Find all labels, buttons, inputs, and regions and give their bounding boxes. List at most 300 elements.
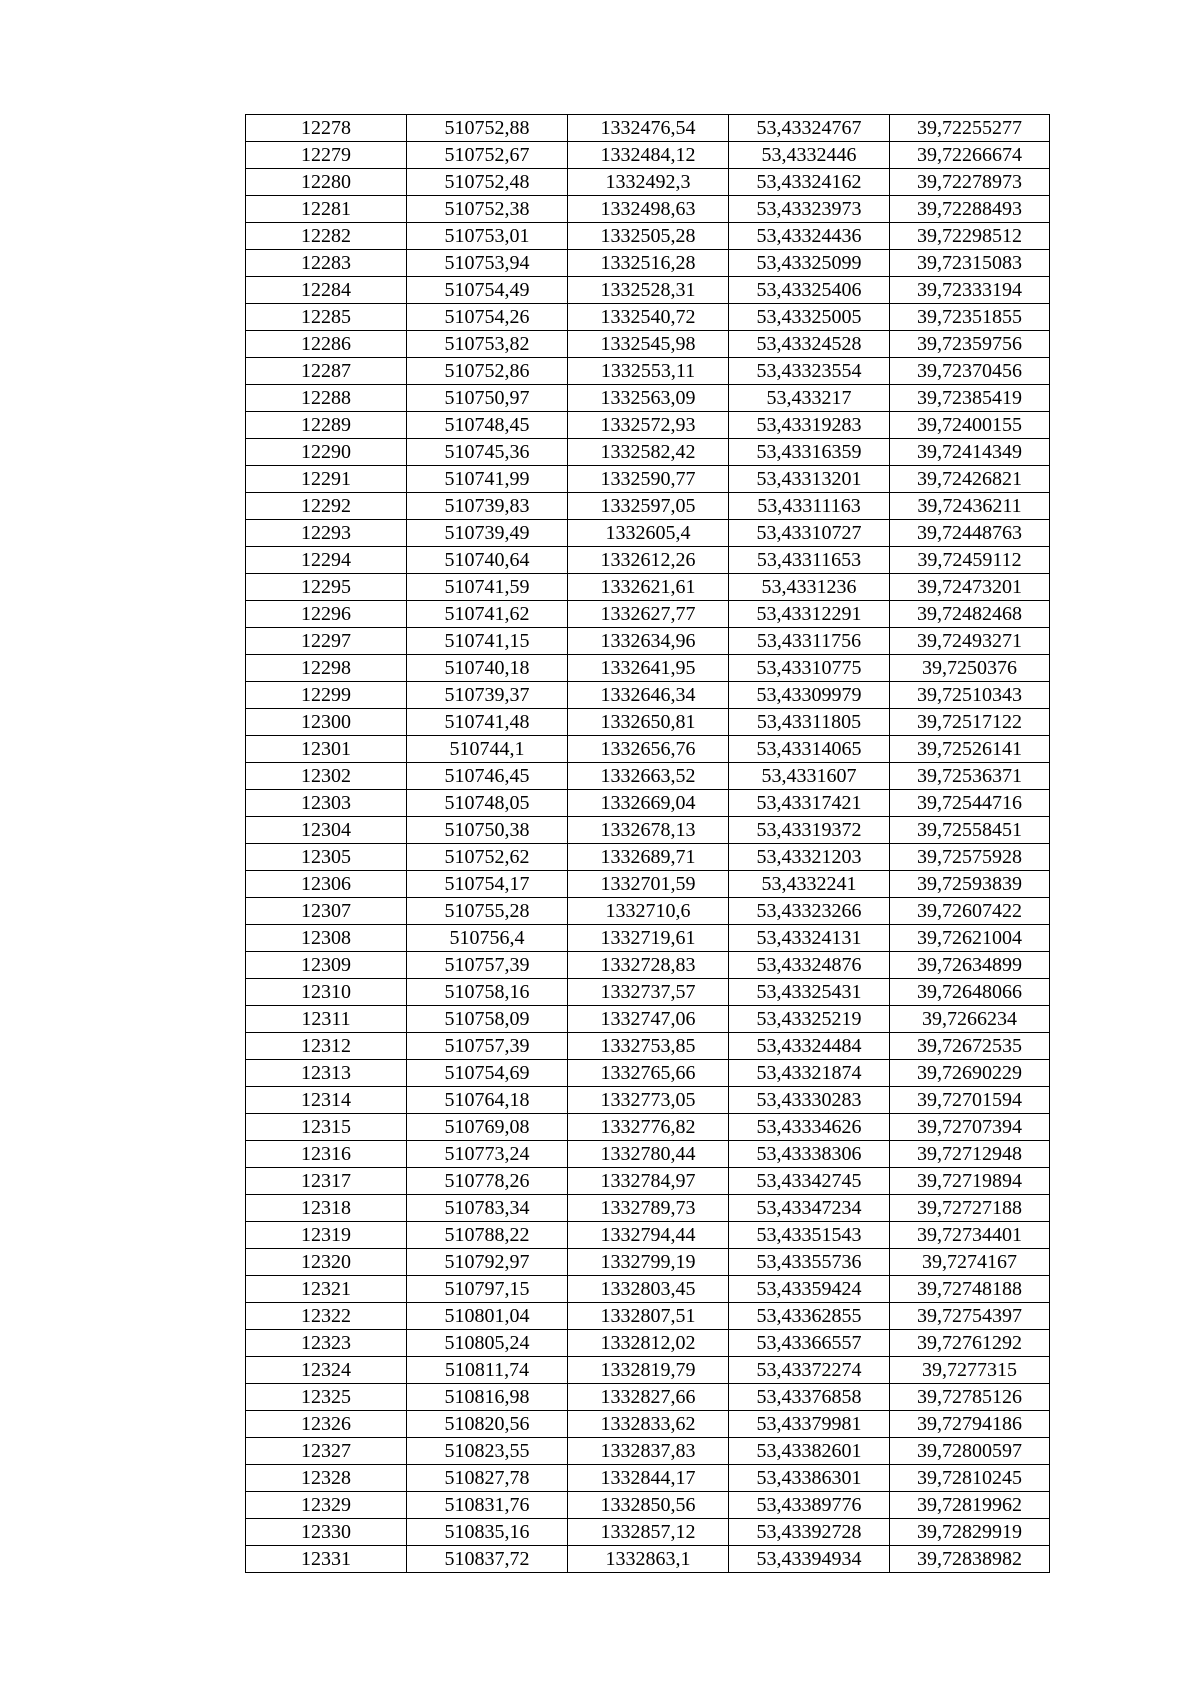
y-coordinate-cell: 1332747,06 [568, 1006, 729, 1033]
table-row [246, 1357, 1050, 1384]
longitude-cell: 39,72607422 [890, 898, 1050, 925]
x-coordinate-cell: 510752,86 [407, 358, 568, 385]
longitude-cell: 39,7266234 [890, 1006, 1050, 1033]
longitude-cell: 39,72255277 [890, 115, 1050, 142]
longitude-cell: 39,72459112 [890, 547, 1050, 574]
y-coordinate-cell: 1332484,12 [568, 142, 729, 169]
point-number-cell: 12279 [246, 142, 407, 169]
x-coordinate-cell: 510757,39 [407, 1033, 568, 1060]
y-coordinate-cell: 1332789,73 [568, 1195, 729, 1222]
longitude-cell: 39,7277315 [890, 1357, 1050, 1384]
y-coordinate-cell: 1332737,57 [568, 979, 729, 1006]
x-coordinate-cell: 510740,64 [407, 547, 568, 574]
x-coordinate-cell: 510753,94 [407, 250, 568, 277]
table-row [246, 655, 1050, 682]
latitude-cell: 53,43347234 [729, 1195, 890, 1222]
longitude-cell: 39,72785126 [890, 1384, 1050, 1411]
longitude-cell: 39,72707394 [890, 1114, 1050, 1141]
x-coordinate-cell: 510741,48 [407, 709, 568, 736]
longitude-cell: 39,72719894 [890, 1168, 1050, 1195]
latitude-cell: 53,43311756 [729, 628, 890, 655]
latitude-cell: 53,43312291 [729, 601, 890, 628]
longitude-cell: 39,72672535 [890, 1033, 1050, 1060]
point-number-cell: 12330 [246, 1519, 407, 1546]
point-number-cell: 12285 [246, 304, 407, 331]
longitude-cell: 39,72493271 [890, 628, 1050, 655]
x-coordinate-cell: 510823,55 [407, 1438, 568, 1465]
x-coordinate-cell: 510769,08 [407, 1114, 568, 1141]
x-coordinate-cell: 510746,45 [407, 763, 568, 790]
y-coordinate-cell: 1332719,61 [568, 925, 729, 952]
point-number-cell: 12300 [246, 709, 407, 736]
longitude-cell: 39,72712948 [890, 1141, 1050, 1168]
longitude-cell: 39,72838982 [890, 1546, 1050, 1573]
latitude-cell: 53,4332446 [729, 142, 890, 169]
table-row [246, 952, 1050, 979]
point-number-cell: 12280 [246, 169, 407, 196]
y-coordinate-cell: 1332590,77 [568, 466, 729, 493]
point-number-cell: 12324 [246, 1357, 407, 1384]
y-coordinate-cell: 1332827,66 [568, 1384, 729, 1411]
x-coordinate-cell: 510752,48 [407, 169, 568, 196]
x-coordinate-cell: 510744,1 [407, 736, 568, 763]
latitude-cell: 53,43338306 [729, 1141, 890, 1168]
table-row [246, 412, 1050, 439]
latitude-cell: 53,43359424 [729, 1276, 890, 1303]
x-coordinate-cell: 510754,26 [407, 304, 568, 331]
point-number-cell: 12289 [246, 412, 407, 439]
longitude-cell: 39,72754397 [890, 1303, 1050, 1330]
y-coordinate-cell: 1332710,6 [568, 898, 729, 925]
x-coordinate-cell: 510739,49 [407, 520, 568, 547]
table-row [246, 979, 1050, 1006]
longitude-cell: 39,72648066 [890, 979, 1050, 1006]
longitude-cell: 39,72794186 [890, 1411, 1050, 1438]
table-row [246, 1330, 1050, 1357]
longitude-cell: 39,72748188 [890, 1276, 1050, 1303]
longitude-cell: 39,72510343 [890, 682, 1050, 709]
latitude-cell: 53,43379981 [729, 1411, 890, 1438]
latitude-cell: 53,43324528 [729, 331, 890, 358]
point-number-cell: 12286 [246, 331, 407, 358]
y-coordinate-cell: 1332498,63 [568, 196, 729, 223]
x-coordinate-cell: 510757,39 [407, 952, 568, 979]
table-row [246, 1492, 1050, 1519]
point-number-cell: 12290 [246, 439, 407, 466]
point-number-cell: 12297 [246, 628, 407, 655]
point-number-cell: 12323 [246, 1330, 407, 1357]
point-number-cell: 12305 [246, 844, 407, 871]
latitude-cell: 53,433217 [729, 385, 890, 412]
x-coordinate-cell: 510756,4 [407, 925, 568, 952]
y-coordinate-cell: 1332572,93 [568, 412, 729, 439]
longitude-cell: 39,72690229 [890, 1060, 1050, 1087]
latitude-cell: 53,43313201 [729, 466, 890, 493]
longitude-cell: 39,72761292 [890, 1330, 1050, 1357]
y-coordinate-cell: 1332563,09 [568, 385, 729, 412]
table-row [246, 709, 1050, 736]
x-coordinate-cell: 510773,24 [407, 1141, 568, 1168]
longitude-cell: 39,72819962 [890, 1492, 1050, 1519]
y-coordinate-cell: 1332641,95 [568, 655, 729, 682]
x-coordinate-cell: 510750,97 [407, 385, 568, 412]
latitude-cell: 53,43392728 [729, 1519, 890, 1546]
longitude-cell: 39,72315083 [890, 250, 1050, 277]
table-row [246, 790, 1050, 817]
table-row [246, 736, 1050, 763]
point-number-cell: 12322 [246, 1303, 407, 1330]
latitude-cell: 53,43376858 [729, 1384, 890, 1411]
latitude-cell: 53,43366557 [729, 1330, 890, 1357]
x-coordinate-cell: 510754,49 [407, 277, 568, 304]
table-row [246, 169, 1050, 196]
longitude-cell: 39,72800597 [890, 1438, 1050, 1465]
y-coordinate-cell: 1332634,96 [568, 628, 729, 655]
x-coordinate-cell: 510741,59 [407, 574, 568, 601]
y-coordinate-cell: 1332656,76 [568, 736, 729, 763]
y-coordinate-cell: 1332819,79 [568, 1357, 729, 1384]
x-coordinate-cell: 510753,82 [407, 331, 568, 358]
table-row [246, 1033, 1050, 1060]
table-row [246, 331, 1050, 358]
y-coordinate-cell: 1332857,12 [568, 1519, 729, 1546]
y-coordinate-cell: 1332837,83 [568, 1438, 729, 1465]
table-row [246, 1438, 1050, 1465]
table-row [246, 196, 1050, 223]
latitude-cell: 53,43314065 [729, 736, 890, 763]
longitude-cell: 39,72575928 [890, 844, 1050, 871]
table-row [246, 547, 1050, 574]
table-row [246, 1141, 1050, 1168]
y-coordinate-cell: 1332627,77 [568, 601, 729, 628]
longitude-cell: 39,72351855 [890, 304, 1050, 331]
y-coordinate-cell: 1332776,82 [568, 1114, 729, 1141]
y-coordinate-cell: 1332582,42 [568, 439, 729, 466]
point-number-cell: 12310 [246, 979, 407, 1006]
coordinates-table-body [246, 115, 1050, 1573]
x-coordinate-cell: 510752,38 [407, 196, 568, 223]
table-row [246, 1519, 1050, 1546]
longitude-cell: 39,7250376 [890, 655, 1050, 682]
latitude-cell: 53,43310775 [729, 655, 890, 682]
longitude-cell: 39,7274167 [890, 1249, 1050, 1276]
y-coordinate-cell: 1332650,81 [568, 709, 729, 736]
longitude-cell: 39,72298512 [890, 223, 1050, 250]
y-coordinate-cell: 1332646,34 [568, 682, 729, 709]
latitude-cell: 53,43321203 [729, 844, 890, 871]
y-coordinate-cell: 1332597,05 [568, 493, 729, 520]
latitude-cell: 53,43319372 [729, 817, 890, 844]
point-number-cell: 12325 [246, 1384, 407, 1411]
x-coordinate-cell: 510755,28 [407, 898, 568, 925]
y-coordinate-cell: 1332728,83 [568, 952, 729, 979]
x-coordinate-cell: 510758,09 [407, 1006, 568, 1033]
latitude-cell: 53,43334626 [729, 1114, 890, 1141]
x-coordinate-cell: 510739,83 [407, 493, 568, 520]
y-coordinate-cell: 1332528,31 [568, 277, 729, 304]
x-coordinate-cell: 510752,88 [407, 115, 568, 142]
y-coordinate-cell: 1332516,28 [568, 250, 729, 277]
point-number-cell: 12301 [246, 736, 407, 763]
point-number-cell: 12313 [246, 1060, 407, 1087]
x-coordinate-cell: 510816,98 [407, 1384, 568, 1411]
longitude-cell: 39,72810245 [890, 1465, 1050, 1492]
point-number-cell: 12303 [246, 790, 407, 817]
x-coordinate-cell: 510831,76 [407, 1492, 568, 1519]
latitude-cell: 53,43325005 [729, 304, 890, 331]
y-coordinate-cell: 1332678,13 [568, 817, 729, 844]
x-coordinate-cell: 510754,17 [407, 871, 568, 898]
longitude-cell: 39,72621004 [890, 925, 1050, 952]
point-number-cell: 12308 [246, 925, 407, 952]
point-number-cell: 12294 [246, 547, 407, 574]
table-row [246, 601, 1050, 628]
x-coordinate-cell: 510752,62 [407, 844, 568, 871]
latitude-cell: 53,43351543 [729, 1222, 890, 1249]
point-number-cell: 12298 [246, 655, 407, 682]
latitude-cell: 53,43355736 [729, 1249, 890, 1276]
point-number-cell: 12295 [246, 574, 407, 601]
y-coordinate-cell: 1332476,54 [568, 115, 729, 142]
y-coordinate-cell: 1332701,59 [568, 871, 729, 898]
point-number-cell: 12320 [246, 1249, 407, 1276]
point-number-cell: 12281 [246, 196, 407, 223]
longitude-cell: 39,72400155 [890, 412, 1050, 439]
point-number-cell: 12312 [246, 1033, 407, 1060]
x-coordinate-cell: 510748,05 [407, 790, 568, 817]
y-coordinate-cell: 1332505,28 [568, 223, 729, 250]
y-coordinate-cell: 1332844,17 [568, 1465, 729, 1492]
latitude-cell: 53,43325219 [729, 1006, 890, 1033]
x-coordinate-cell: 510797,15 [407, 1276, 568, 1303]
latitude-cell: 53,43362855 [729, 1303, 890, 1330]
latitude-cell: 53,43323266 [729, 898, 890, 925]
point-number-cell: 12326 [246, 1411, 407, 1438]
y-coordinate-cell: 1332799,19 [568, 1249, 729, 1276]
latitude-cell: 53,43323973 [729, 196, 890, 223]
latitude-cell: 53,43311653 [729, 547, 890, 574]
table-row [246, 115, 1050, 142]
point-number-cell: 12315 [246, 1114, 407, 1141]
x-coordinate-cell: 510741,99 [407, 466, 568, 493]
x-coordinate-cell: 510783,34 [407, 1195, 568, 1222]
longitude-cell: 39,72701594 [890, 1087, 1050, 1114]
table-row [246, 304, 1050, 331]
x-coordinate-cell: 510752,67 [407, 142, 568, 169]
latitude-cell: 53,43342745 [729, 1168, 890, 1195]
x-coordinate-cell: 510764,18 [407, 1087, 568, 1114]
latitude-cell: 53,43311805 [729, 709, 890, 736]
table-row [246, 628, 1050, 655]
table-row [246, 277, 1050, 304]
point-number-cell: 12302 [246, 763, 407, 790]
table-row [246, 844, 1050, 871]
x-coordinate-cell: 510827,78 [407, 1465, 568, 1492]
x-coordinate-cell: 510753,01 [407, 223, 568, 250]
latitude-cell: 53,43324162 [729, 169, 890, 196]
y-coordinate-cell: 1332794,44 [568, 1222, 729, 1249]
y-coordinate-cell: 1332807,51 [568, 1303, 729, 1330]
point-number-cell: 12318 [246, 1195, 407, 1222]
table-row [246, 1087, 1050, 1114]
x-coordinate-cell: 510750,38 [407, 817, 568, 844]
latitude-cell: 53,4332241 [729, 871, 890, 898]
y-coordinate-cell: 1332492,3 [568, 169, 729, 196]
y-coordinate-cell: 1332540,72 [568, 304, 729, 331]
table-row [246, 1465, 1050, 1492]
latitude-cell: 53,43324767 [729, 115, 890, 142]
y-coordinate-cell: 1332812,02 [568, 1330, 729, 1357]
x-coordinate-cell: 510820,56 [407, 1411, 568, 1438]
latitude-cell: 53,43310727 [729, 520, 890, 547]
longitude-cell: 39,72473201 [890, 574, 1050, 601]
table-row [246, 1249, 1050, 1276]
y-coordinate-cell: 1332545,98 [568, 331, 729, 358]
table-row [246, 520, 1050, 547]
point-number-cell: 12307 [246, 898, 407, 925]
y-coordinate-cell: 1332612,26 [568, 547, 729, 574]
point-number-cell: 12309 [246, 952, 407, 979]
point-number-cell: 12319 [246, 1222, 407, 1249]
longitude-cell: 39,72278973 [890, 169, 1050, 196]
x-coordinate-cell: 510805,24 [407, 1330, 568, 1357]
longitude-cell: 39,72266674 [890, 142, 1050, 169]
y-coordinate-cell: 1332833,62 [568, 1411, 729, 1438]
table-row [246, 1006, 1050, 1033]
y-coordinate-cell: 1332553,11 [568, 358, 729, 385]
longitude-cell: 39,72333194 [890, 277, 1050, 304]
point-number-cell: 12299 [246, 682, 407, 709]
x-coordinate-cell: 510801,04 [407, 1303, 568, 1330]
x-coordinate-cell: 510792,97 [407, 1249, 568, 1276]
point-number-cell: 12282 [246, 223, 407, 250]
table-row [246, 871, 1050, 898]
table-row [246, 1114, 1050, 1141]
x-coordinate-cell: 510788,22 [407, 1222, 568, 1249]
y-coordinate-cell: 1332663,52 [568, 763, 729, 790]
y-coordinate-cell: 1332784,97 [568, 1168, 729, 1195]
latitude-cell: 53,43330283 [729, 1087, 890, 1114]
point-number-cell: 12316 [246, 1141, 407, 1168]
latitude-cell: 53,43394934 [729, 1546, 890, 1573]
table-row [246, 385, 1050, 412]
latitude-cell: 53,43323554 [729, 358, 890, 385]
latitude-cell: 53,4331236 [729, 574, 890, 601]
latitude-cell: 53,43324876 [729, 952, 890, 979]
longitude-cell: 39,72634899 [890, 952, 1050, 979]
longitude-cell: 39,72426821 [890, 466, 1050, 493]
longitude-cell: 39,72385419 [890, 385, 1050, 412]
longitude-cell: 39,72359756 [890, 331, 1050, 358]
latitude-cell: 53,43324131 [729, 925, 890, 952]
table-row [246, 250, 1050, 277]
longitude-cell: 39,72544716 [890, 790, 1050, 817]
point-number-cell: 12321 [246, 1276, 407, 1303]
x-coordinate-cell: 510835,16 [407, 1519, 568, 1546]
x-coordinate-cell: 510745,36 [407, 439, 568, 466]
longitude-cell: 39,72593839 [890, 871, 1050, 898]
x-coordinate-cell: 510740,18 [407, 655, 568, 682]
table-row [246, 1546, 1050, 1573]
longitude-cell: 39,72734401 [890, 1222, 1050, 1249]
latitude-cell: 53,43325099 [729, 250, 890, 277]
y-coordinate-cell: 1332753,85 [568, 1033, 729, 1060]
table-row [246, 1384, 1050, 1411]
latitude-cell: 53,43316359 [729, 439, 890, 466]
x-coordinate-cell: 510811,74 [407, 1357, 568, 1384]
point-number-cell: 12328 [246, 1465, 407, 1492]
point-number-cell: 12283 [246, 250, 407, 277]
point-number-cell: 12293 [246, 520, 407, 547]
point-number-cell: 12311 [246, 1006, 407, 1033]
point-number-cell: 12304 [246, 817, 407, 844]
table-row [246, 439, 1050, 466]
point-number-cell: 12329 [246, 1492, 407, 1519]
table-row [246, 763, 1050, 790]
x-coordinate-cell: 510837,72 [407, 1546, 568, 1573]
table-row [246, 1276, 1050, 1303]
longitude-cell: 39,72517122 [890, 709, 1050, 736]
latitude-cell: 53,43324484 [729, 1033, 890, 1060]
y-coordinate-cell: 1332621,61 [568, 574, 729, 601]
table-row [246, 142, 1050, 169]
longitude-cell: 39,72414349 [890, 439, 1050, 466]
latitude-cell: 53,43382601 [729, 1438, 890, 1465]
table-row [246, 1411, 1050, 1438]
longitude-cell: 39,72448763 [890, 520, 1050, 547]
latitude-cell: 53,4331607 [729, 763, 890, 790]
table-row [246, 574, 1050, 601]
point-number-cell: 12291 [246, 466, 407, 493]
latitude-cell: 53,43317421 [729, 790, 890, 817]
latitude-cell: 53,43386301 [729, 1465, 890, 1492]
table-row [246, 1060, 1050, 1087]
longitude-cell: 39,72558451 [890, 817, 1050, 844]
latitude-cell: 53,43325406 [729, 277, 890, 304]
table-row [246, 1303, 1050, 1330]
latitude-cell: 53,43311163 [729, 493, 890, 520]
table-row [246, 817, 1050, 844]
y-coordinate-cell: 1332850,56 [568, 1492, 729, 1519]
latitude-cell: 53,43319283 [729, 412, 890, 439]
longitude-cell: 39,72288493 [890, 196, 1050, 223]
table-row [246, 1222, 1050, 1249]
longitude-cell: 39,72727188 [890, 1195, 1050, 1222]
latitude-cell: 53,43309979 [729, 682, 890, 709]
table-row [246, 898, 1050, 925]
y-coordinate-cell: 1332773,05 [568, 1087, 729, 1114]
point-number-cell: 12296 [246, 601, 407, 628]
x-coordinate-cell: 510748,45 [407, 412, 568, 439]
y-coordinate-cell: 1332669,04 [568, 790, 729, 817]
y-coordinate-cell: 1332780,44 [568, 1141, 729, 1168]
longitude-cell: 39,72370456 [890, 358, 1050, 385]
y-coordinate-cell: 1332863,1 [568, 1546, 729, 1573]
latitude-cell: 53,43325431 [729, 979, 890, 1006]
table-row [246, 493, 1050, 520]
point-number-cell: 12314 [246, 1087, 407, 1114]
longitude-cell: 39,72829919 [890, 1519, 1050, 1546]
latitude-cell: 53,43389776 [729, 1492, 890, 1519]
coordinates-table [245, 114, 1050, 1573]
point-number-cell: 12331 [246, 1546, 407, 1573]
point-number-cell: 12288 [246, 385, 407, 412]
latitude-cell: 53,43372274 [729, 1357, 890, 1384]
point-number-cell: 12317 [246, 1168, 407, 1195]
table-row [246, 925, 1050, 952]
longitude-cell: 39,72536371 [890, 763, 1050, 790]
x-coordinate-cell: 510778,26 [407, 1168, 568, 1195]
